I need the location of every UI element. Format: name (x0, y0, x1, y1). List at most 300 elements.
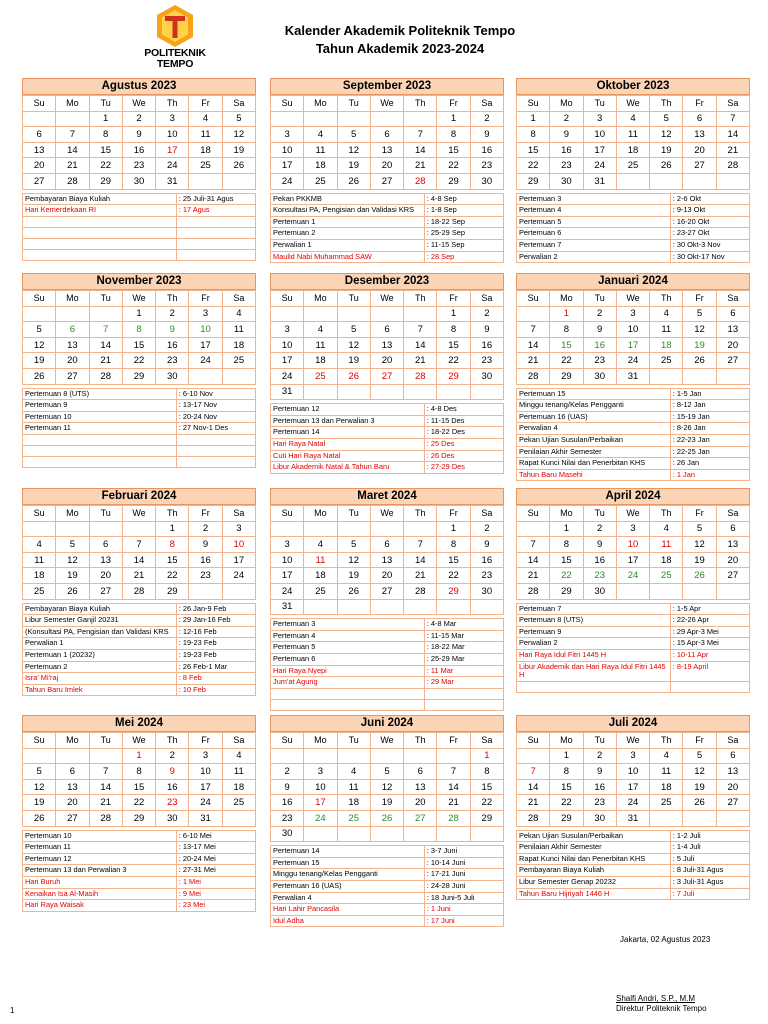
day-cell: 20 (23, 158, 56, 174)
event-row (23, 673, 256, 685)
event-date: : 10-11 Apr (670, 649, 749, 661)
event-row (517, 434, 750, 446)
event-date: : 3 Juli-31 Agus (670, 876, 749, 888)
event-label: Pertemuan 7 (517, 239, 671, 251)
weekday-label: Fr (683, 96, 716, 112)
week-row (23, 306, 256, 322)
event-label: Libur Semester Ganjil 20231 (23, 615, 177, 627)
event-label: Perwalian 1 (271, 239, 425, 251)
day-cell: 2 (470, 521, 503, 537)
day-cell: 4 (23, 537, 56, 553)
weekday-label: Mo (56, 291, 89, 307)
day-cell: 15 (517, 142, 550, 158)
calendar-table (22, 290, 256, 385)
day-cell: 5 (683, 306, 716, 322)
day-cell (337, 748, 370, 764)
event-row (271, 228, 504, 240)
day-cell: 9 (470, 537, 503, 553)
day-cell (683, 810, 716, 826)
week-row (23, 779, 256, 795)
week-row (271, 353, 504, 369)
event-date: : 27-31 Mei (176, 865, 255, 877)
day-cell: 29 (550, 810, 583, 826)
event-row (517, 205, 750, 217)
day-cell: 16 (583, 552, 616, 568)
day-cell: 5 (23, 322, 56, 338)
week-row (23, 322, 256, 338)
day-cell: 28 (437, 810, 470, 826)
event-date: : 23 Mei (176, 900, 255, 912)
day-cell: 10 (616, 322, 649, 338)
event-date: : 25 Des (424, 438, 503, 450)
event-label: Pekan PKKMB (271, 193, 425, 205)
day-cell: 10 (304, 779, 337, 795)
day-cell: 17 (616, 337, 649, 353)
day-cell: 20 (370, 353, 403, 369)
day-cell (89, 521, 122, 537)
day-cell: 4 (616, 111, 649, 127)
day-cell: 25 (337, 810, 370, 826)
weekday-label: Sa (222, 291, 255, 307)
day-cell: 8 (156, 537, 189, 553)
day-cell: 17 (304, 795, 337, 811)
event-date (176, 238, 255, 249)
event-row (517, 649, 750, 661)
day-cell: 23 (550, 158, 583, 174)
weekday-header-row (517, 733, 750, 749)
event-row (271, 239, 504, 251)
day-cell: 20 (56, 795, 89, 811)
day-cell: 30 (470, 173, 503, 189)
weekday-label: Tu (89, 733, 122, 749)
weekday-label: Sa (470, 506, 503, 522)
event-label: Pembayaran Biaya Kuliah (517, 865, 671, 877)
day-cell: 25 (650, 568, 683, 584)
weekday-label: Mo (56, 733, 89, 749)
day-cell: 22 (437, 158, 470, 174)
day-cell: 17 (189, 337, 222, 353)
event-date: : 9 Mei (176, 888, 255, 900)
event-label: Pertemuan 11 (23, 842, 177, 854)
day-cell: 1 (122, 306, 155, 322)
event-date: : 24-28 Juni (424, 880, 503, 892)
event-row (271, 869, 504, 881)
day-cell: 30 (156, 368, 189, 384)
week-row (23, 127, 256, 143)
day-cell (370, 826, 403, 842)
weekday-label: We (370, 96, 403, 112)
weekday-label: Tu (583, 291, 616, 307)
day-cell: 31 (271, 599, 304, 615)
day-cell: 4 (304, 322, 337, 338)
day-cell: 3 (156, 111, 189, 127)
event-label: Rapat Kunci Nilai dan Penerbitan KHS (517, 458, 671, 470)
event-date: : 26 Jan-9 Feb (176, 603, 255, 615)
day-cell: 20 (370, 158, 403, 174)
day-cell: 26 (23, 810, 56, 826)
day-cell: 17 (616, 552, 649, 568)
day-cell: 1 (122, 748, 155, 764)
month-title: Mei 2024 (22, 715, 256, 732)
event-row (271, 915, 504, 927)
day-cell: 2 (583, 748, 616, 764)
signer-title: Direktur Politeknik Tempo (616, 1004, 707, 1013)
week-row (23, 568, 256, 584)
day-cell: 15 (156, 552, 189, 568)
day-cell (222, 173, 255, 189)
week-row (271, 173, 504, 189)
event-label: Pertemuan 7 (517, 603, 671, 615)
day-cell: 9 (583, 537, 616, 553)
event-date: : 20-24 Mei (176, 853, 255, 865)
week-row (23, 810, 256, 826)
month-title: Februari 2024 (22, 488, 256, 505)
event-row (23, 411, 256, 423)
day-cell: 8 (437, 127, 470, 143)
week-row (271, 537, 504, 553)
event-row (517, 458, 750, 470)
day-cell: 30 (470, 368, 503, 384)
day-cell: 14 (437, 779, 470, 795)
day-cell: 2 (271, 764, 304, 780)
day-cell: 12 (370, 779, 403, 795)
day-cell: 1 (550, 306, 583, 322)
event-date: : 29 Mar (424, 677, 503, 689)
weekday-label: Su (23, 96, 56, 112)
day-cell: 28 (56, 173, 89, 189)
day-cell: 28 (517, 368, 550, 384)
weekday-label: We (122, 506, 155, 522)
day-cell (404, 521, 437, 537)
day-cell: 22 (156, 568, 189, 584)
week-row (517, 111, 750, 127)
weekday-label: Tu (337, 506, 370, 522)
day-cell: 6 (716, 306, 749, 322)
event-row (517, 830, 750, 842)
event-list (270, 193, 504, 264)
week-row (271, 583, 504, 599)
day-cell (56, 748, 89, 764)
day-cell: 5 (337, 322, 370, 338)
week-row (517, 306, 750, 322)
day-cell (189, 173, 222, 189)
day-cell: 16 (470, 142, 503, 158)
day-cell: 9 (583, 764, 616, 780)
week-row (517, 552, 750, 568)
event-row (23, 684, 256, 696)
day-cell: 8 (470, 764, 503, 780)
day-cell: 17 (156, 142, 189, 158)
weekday-label: Th (650, 96, 683, 112)
weekday-label: We (370, 733, 403, 749)
event-row (271, 892, 504, 904)
day-cell: 25 (304, 368, 337, 384)
week-row (23, 158, 256, 174)
weekday-label: Sa (222, 733, 255, 749)
day-cell: 3 (189, 306, 222, 322)
weekday-label: Tu (337, 291, 370, 307)
day-cell: 14 (404, 337, 437, 353)
day-cell: 4 (189, 111, 222, 127)
day-cell: 26 (337, 368, 370, 384)
weekday-label: Mo (304, 506, 337, 522)
event-list (22, 193, 256, 261)
month-jun-2024 (270, 715, 504, 927)
month-title: Maret 2024 (270, 488, 504, 505)
day-cell: 19 (370, 795, 403, 811)
event-row (271, 619, 504, 631)
day-cell: 14 (716, 127, 749, 143)
weekday-label: Tu (89, 506, 122, 522)
day-cell: 31 (616, 810, 649, 826)
event-date: : 13-17 Nov (176, 400, 255, 412)
event-label (23, 445, 177, 456)
event-row (271, 665, 504, 677)
weekday-label: Th (156, 506, 189, 522)
day-cell: 22 (437, 568, 470, 584)
day-cell: 18 (650, 779, 683, 795)
event-label: Tahun Baru Imlek (23, 684, 177, 696)
day-cell (271, 111, 304, 127)
weekday-label: Sa (470, 96, 503, 112)
event-row (23, 445, 256, 456)
weekday-label: Su (271, 733, 304, 749)
calendar-table (516, 95, 750, 190)
event-date: : 20-24 Nov (176, 411, 255, 423)
day-cell: 17 (271, 353, 304, 369)
day-cell (437, 599, 470, 615)
day-cell: 3 (222, 521, 255, 537)
event-date: : 17 Juni (424, 915, 503, 927)
day-cell: 15 (437, 552, 470, 568)
day-cell: 13 (404, 779, 437, 795)
event-label: Pertemuan 11 (23, 423, 177, 435)
event-row (517, 216, 750, 228)
week-row (271, 568, 504, 584)
day-cell: 9 (470, 127, 503, 143)
event-row (517, 638, 750, 650)
event-date: : 15 Apr-3 Mei (670, 638, 749, 650)
weekday-header-row (517, 96, 750, 112)
event-row (23, 227, 256, 238)
event-label: Isra' Mi'raj (23, 673, 177, 685)
day-cell: 6 (370, 127, 403, 143)
event-date: : 11-15 Sep (424, 239, 503, 251)
weekday-label: Tu (583, 506, 616, 522)
day-cell: 25 (189, 158, 222, 174)
day-cell: 22 (122, 353, 155, 369)
weekday-header-row (517, 291, 750, 307)
day-cell: 28 (89, 368, 122, 384)
day-cell: 9 (122, 127, 155, 143)
day-cell (304, 306, 337, 322)
day-cell: 18 (650, 337, 683, 353)
event-row (271, 205, 504, 217)
day-cell: 10 (222, 537, 255, 553)
weekday-label: We (122, 96, 155, 112)
event-label: Hari Raya Waisak (23, 900, 177, 912)
event-label: Pertemuan 6 (517, 228, 671, 240)
weekday-label: Sa (716, 733, 749, 749)
day-cell: 29 (470, 810, 503, 826)
month-may-2024 (22, 715, 256, 912)
event-label: Pertemuan 9 (23, 400, 177, 412)
event-label: Penilaian Akhir Semester (517, 842, 671, 854)
day-cell: 9 (156, 764, 189, 780)
week-row (517, 142, 750, 158)
day-cell: 19 (683, 779, 716, 795)
day-cell: 24 (189, 795, 222, 811)
event-row (517, 193, 750, 205)
day-cell: 23 (470, 568, 503, 584)
weekday-label: Su (517, 291, 550, 307)
event-date: : 18-22 Des (424, 427, 503, 439)
day-cell: 13 (370, 337, 403, 353)
day-cell: 17 (222, 552, 255, 568)
event-date: : 10 Feb (176, 684, 255, 696)
day-cell: 6 (370, 322, 403, 338)
day-cell: 21 (517, 568, 550, 584)
day-cell: 25 (650, 353, 683, 369)
event-row (271, 880, 504, 892)
day-cell (683, 583, 716, 599)
day-cell: 7 (89, 764, 122, 780)
day-cell: 23 (470, 353, 503, 369)
day-cell: 2 (550, 111, 583, 127)
event-label: Hari Raya Nyepi (271, 665, 425, 677)
day-cell: 28 (404, 583, 437, 599)
day-cell: 26 (683, 795, 716, 811)
day-cell: 12 (337, 142, 370, 158)
day-cell (370, 599, 403, 615)
day-cell: 6 (404, 764, 437, 780)
day-cell: 2 (122, 111, 155, 127)
event-row (271, 677, 504, 689)
day-cell: 8 (517, 127, 550, 143)
day-cell (304, 599, 337, 615)
day-cell: 8 (437, 537, 470, 553)
event-list (516, 603, 750, 693)
weekday-label: Su (23, 291, 56, 307)
day-cell: 8 (437, 322, 470, 338)
event-row (23, 876, 256, 888)
day-cell: 16 (583, 779, 616, 795)
event-row (23, 842, 256, 854)
day-cell (517, 521, 550, 537)
day-cell: 11 (337, 779, 370, 795)
day-cell: 26 (370, 810, 403, 826)
event-label: Pertemuan 8 (UTS) (23, 388, 177, 400)
day-cell: 3 (616, 521, 649, 537)
day-cell: 15 (470, 779, 503, 795)
day-cell (337, 111, 370, 127)
day-cell: 6 (370, 537, 403, 553)
event-label: Libur Semester Genap 20232 (517, 876, 671, 888)
day-cell: 31 (156, 173, 189, 189)
day-cell: 7 (122, 537, 155, 553)
weekday-label: We (616, 96, 649, 112)
event-date: : 13-17 Mei (176, 842, 255, 854)
event-row (23, 423, 256, 435)
title-line-2: Tahun Akademik 2023-2024 (315, 41, 485, 56)
day-cell: 22 (550, 568, 583, 584)
weekday-label: Tu (337, 96, 370, 112)
event-label: Rapat Kunci Nilai dan Penerbitan KHS (517, 853, 671, 865)
weekday-label: Mo (56, 506, 89, 522)
day-cell: 7 (716, 111, 749, 127)
event-list (516, 193, 750, 264)
event-date: : 26 Feb-1 Mar (176, 661, 255, 673)
month-title: Agustus 2023 (22, 78, 256, 95)
event-list (22, 830, 256, 912)
day-cell: 21 (89, 795, 122, 811)
event-list (22, 603, 256, 697)
day-cell: 29 (437, 368, 470, 384)
day-cell: 6 (683, 111, 716, 127)
weekday-header-row (271, 291, 504, 307)
month-title: Desember 2023 (270, 273, 504, 290)
event-label: Hari Kemerdekaan RI (23, 205, 177, 217)
week-row (271, 337, 504, 353)
day-cell (56, 521, 89, 537)
event-row (517, 400, 750, 412)
day-cell (304, 826, 337, 842)
day-cell: 30 (583, 368, 616, 384)
day-cell: 11 (304, 142, 337, 158)
day-cell: 19 (337, 568, 370, 584)
day-cell: 1 (550, 521, 583, 537)
calendar-table (516, 732, 750, 827)
event-date: : 18-22 Mar (424, 642, 503, 654)
day-cell: 12 (650, 127, 683, 143)
event-label (23, 227, 177, 238)
event-row (23, 649, 256, 661)
day-cell: 23 (156, 353, 189, 369)
event-date (176, 456, 255, 467)
weekday-label: Tu (583, 96, 616, 112)
calendar-table (270, 732, 504, 842)
day-cell: 16 (470, 337, 503, 353)
event-label (23, 216, 177, 227)
event-row (23, 388, 256, 400)
week-row (271, 127, 504, 143)
event-date: : 29 Apr-3 Mei (670, 626, 749, 638)
weekday-label: Su (271, 96, 304, 112)
event-date: : 8 Juli-31 Agus (670, 865, 749, 877)
event-label: Hari Lahir Pancasila (271, 904, 425, 916)
event-row (271, 415, 504, 427)
week-row (271, 384, 504, 400)
event-row (517, 853, 750, 865)
day-cell: 24 (156, 158, 189, 174)
day-cell: 7 (404, 322, 437, 338)
week-row (271, 368, 504, 384)
day-cell: 30 (122, 173, 155, 189)
event-date: : 26 Jan (670, 458, 749, 470)
weekday-label: Fr (437, 96, 470, 112)
event-date: : 11-15 Des (424, 415, 503, 427)
week-row (23, 764, 256, 780)
event-row (23, 638, 256, 650)
day-cell: 19 (222, 142, 255, 158)
event-row (271, 251, 504, 263)
event-date: : 19-23 Feb (176, 649, 255, 661)
event-row (517, 603, 750, 615)
event-label: Pertemuan 12 (271, 404, 425, 416)
event-date: : 6-10 Nov (176, 388, 255, 400)
weekday-label: Th (650, 291, 683, 307)
event-date: : 25-29 Sep (424, 228, 503, 240)
